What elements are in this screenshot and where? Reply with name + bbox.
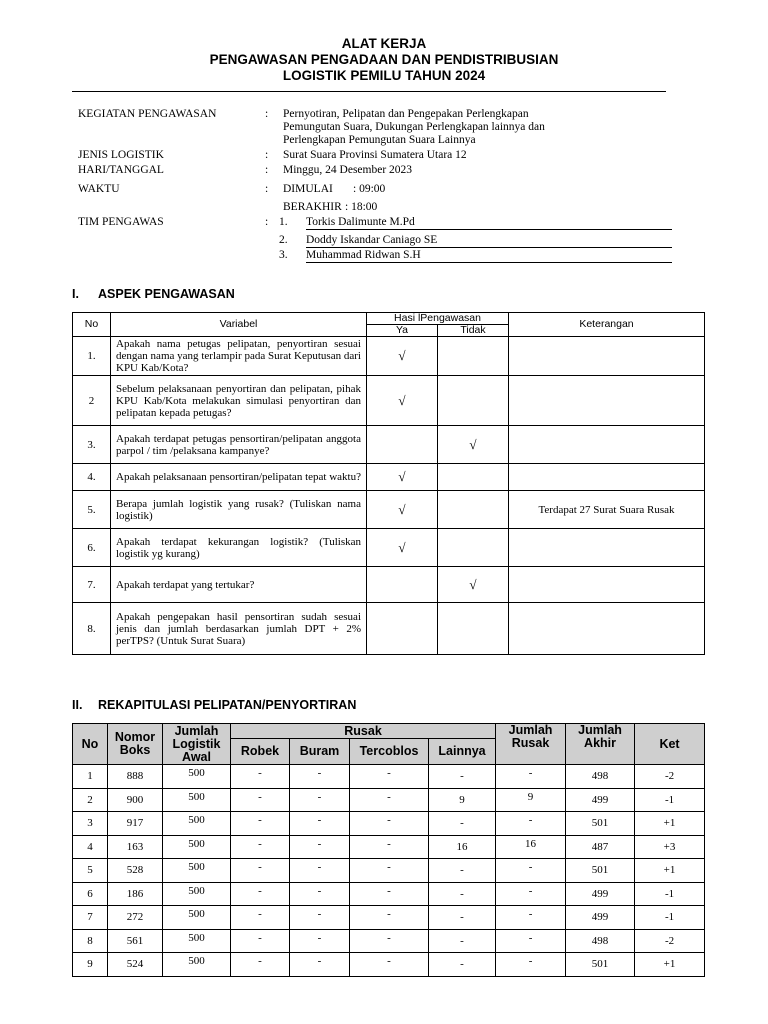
row-variabel: Berapa jumlah logistik yang rusak? (Tuliskan nama logistik) <box>111 491 367 529</box>
cell-akhir: 501 <box>566 812 635 836</box>
aspek-pengawasan-table <box>72 312 705 655</box>
cell-akhir: 498 <box>566 765 635 789</box>
cell-boks: 272 <box>108 906 163 930</box>
cell-no: 6 <box>73 882 108 906</box>
row-tidak <box>438 337 509 376</box>
cell-lainnya: 16 <box>429 835 496 859</box>
berakhir-value: : 18:00 <box>345 201 378 213</box>
tim-member-3: Muhammad Ridwan S.H <box>306 249 672 263</box>
col-jumlah-rusak: Jumlah Rusak <box>496 724 566 765</box>
cell-no: 5 <box>73 859 108 883</box>
row-variabel: Apakah terdapat yang tertukar? <box>111 567 367 603</box>
table-row <box>73 603 705 655</box>
cell-awal: 500 <box>163 812 231 836</box>
row-keterangan <box>509 567 705 603</box>
cell-buram: - <box>290 882 350 906</box>
row-no: 5. <box>73 491 111 529</box>
cell-awal: 500 <box>163 906 231 930</box>
cell-robek: - <box>231 788 290 812</box>
cell-akhir: 499 <box>566 882 635 906</box>
waktu-label: WAKTU <box>78 183 120 195</box>
waktu-colon: : <box>265 183 269 195</box>
section-1-heading: I. ASPEK PENGAWASAN <box>72 287 235 301</box>
row-keterangan <box>509 337 705 376</box>
tim-label: TIM PENGAWAS <box>78 216 164 228</box>
cell-tercoblos: - <box>350 953 429 977</box>
cell-lainnya: - <box>429 859 496 883</box>
doc-title: ALAT KERJA <box>341 36 427 51</box>
cell-akhir: 501 <box>566 953 635 977</box>
cell-akhir: 487 <box>566 835 635 859</box>
row-no: 3. <box>73 426 111 464</box>
row-tidak <box>438 376 509 426</box>
cell-boks: 888 <box>108 765 163 789</box>
table-row <box>73 464 705 491</box>
cell-boks: 186 <box>108 882 163 906</box>
cell-awal: 500 <box>163 788 231 812</box>
table-row <box>73 929 705 953</box>
table-row <box>73 567 705 603</box>
cell-akhir: 501 <box>566 859 635 883</box>
cell-jumlah-rusak: - <box>496 906 566 930</box>
row-tidak: √ <box>438 426 509 464</box>
kegiatan-label: KEGIATAN PENGAWASAN <box>78 108 217 120</box>
row-tidak <box>438 491 509 529</box>
row-no: 1. <box>73 337 111 376</box>
berakhir-label: BERAKHIR <box>283 201 342 213</box>
col-buram: Buram <box>290 739 350 765</box>
doc-subtitle-2: LOGISTIK PEMILU TAHUN 2024 <box>282 68 486 83</box>
kegiatan-value-1: Pernyotiran, Pelipatan dan Pengepakan Perlengkapan <box>283 108 529 120</box>
col-jumlah-akhir: Jumlah Akhir <box>566 724 635 765</box>
cell-lainnya: - <box>429 906 496 930</box>
cell-ket: +3 <box>635 835 705 859</box>
cell-tercoblos: - <box>350 788 429 812</box>
row-keterangan: Terdapat 27 Surat Suara Rusak <box>509 491 705 529</box>
col-variabel: Variabel <box>111 313 367 337</box>
tim-num-1: 1. <box>279 216 288 228</box>
table-row <box>73 765 705 789</box>
col-jumlah-logistik-awal: Jumlah Logistik Awal <box>163 724 231 765</box>
cell-ket: -1 <box>635 906 705 930</box>
cell-awal: 500 <box>163 929 231 953</box>
cell-awal: 500 <box>163 953 231 977</box>
cell-awal: 500 <box>163 835 231 859</box>
row-tidak: √ <box>438 567 509 603</box>
col-hasil: Hasi lPengawasan <box>367 313 509 325</box>
row-tidak <box>438 464 509 491</box>
cell-akhir: 499 <box>566 788 635 812</box>
row-ya: √ <box>367 491 438 529</box>
row-no: 6. <box>73 529 111 567</box>
cell-buram: - <box>290 835 350 859</box>
cell-boks: 917 <box>108 812 163 836</box>
col-lainnya: Lainnya <box>429 739 496 765</box>
cell-jumlah-rusak: - <box>496 812 566 836</box>
row-no: 4. <box>73 464 111 491</box>
kegiatan-value-3: Perlengkapan Pemungutan Suara Lainnya <box>283 134 476 146</box>
cell-no: 7 <box>73 906 108 930</box>
cell-ket: -1 <box>635 882 705 906</box>
cell-tercoblos: - <box>350 765 429 789</box>
table-row <box>73 953 705 977</box>
row-no: 8. <box>73 603 111 655</box>
cell-tercoblos: - <box>350 929 429 953</box>
row-variabel: Apakah pelaksanaan pensortiran/pelipatan tepat waktu? <box>111 464 367 491</box>
cell-tercoblos: - <box>350 812 429 836</box>
table-row <box>73 882 705 906</box>
cell-no: 4 <box>73 835 108 859</box>
hari-value: Minggu, 24 Desember 2023 <box>283 164 413 176</box>
cell-no: 1 <box>73 765 108 789</box>
row-keterangan <box>509 426 705 464</box>
cell-lainnya: 9 <box>429 788 496 812</box>
cell-tercoblos: - <box>350 906 429 930</box>
row-variabel: Apakah terdapat kekurangan logistik? (Tuliskan logistik yg kurang) <box>111 529 367 567</box>
cell-robek: - <box>231 765 290 789</box>
table-row <box>73 859 705 883</box>
cell-jumlah-rusak: - <box>496 882 566 906</box>
table-row <box>73 376 705 426</box>
kegiatan-value-2: Pemungutan Suara, Dukungan Perlengkapan lainnya dan <box>283 121 545 133</box>
cell-buram: - <box>290 929 350 953</box>
cell-robek: - <box>231 953 290 977</box>
cell-buram: - <box>290 859 350 883</box>
tim-member-2: Doddy Iskandar Caniago SE <box>306 234 672 248</box>
hari-label: HARI/TANGGAL <box>78 164 164 176</box>
row-ya <box>367 426 438 464</box>
cell-robek: - <box>231 835 290 859</box>
col-tercoblos: Tercoblos <box>350 739 429 765</box>
cell-lainnya: - <box>429 929 496 953</box>
cell-boks: 900 <box>108 788 163 812</box>
cell-boks: 524 <box>108 953 163 977</box>
cell-jumlah-rusak: - <box>496 953 566 977</box>
row-variabel: Apakah nama petugas pelipatan, penyortiran sesuai dengan nama yang terlampir pada Surat Keputusan dari KPU Kab/Kota? <box>111 337 367 376</box>
col-ya: Ya <box>367 325 438 337</box>
cell-buram: - <box>290 812 350 836</box>
cell-awal: 500 <box>163 859 231 883</box>
row-ya <box>367 567 438 603</box>
cell-robek: - <box>231 929 290 953</box>
cell-robek: - <box>231 812 290 836</box>
cell-awal: 500 <box>163 882 231 906</box>
cell-buram: - <box>290 953 350 977</box>
cell-lainnya: - <box>429 953 496 977</box>
cell-jumlah-rusak: - <box>496 929 566 953</box>
jenis-colon: : <box>265 149 269 161</box>
row-keterangan <box>509 603 705 655</box>
row-keterangan <box>509 376 705 426</box>
cell-no: 3 <box>73 812 108 836</box>
row-keterangan <box>509 529 705 567</box>
cell-lainnya: - <box>429 882 496 906</box>
cell-ket: -2 <box>635 765 705 789</box>
row-ya: √ <box>367 376 438 426</box>
jenis-label: JENIS LOGISTIK <box>78 149 164 161</box>
cell-no: 2 <box>73 788 108 812</box>
cell-jumlah-rusak: - <box>496 859 566 883</box>
doc-subtitle: PENGAWASAN PENGADAAN DAN PENDISTRIBUSIAN <box>209 52 559 67</box>
table-row <box>73 491 705 529</box>
col-rusak: Rusak <box>231 724 496 739</box>
row-tidak <box>438 529 509 567</box>
cell-boks: 561 <box>108 929 163 953</box>
col-tidak: Tidak <box>438 325 509 337</box>
tim-num-2: 2. <box>279 234 288 246</box>
cell-jumlah-rusak: - <box>496 765 566 789</box>
cell-ket: +1 <box>635 812 705 836</box>
table-row <box>73 835 705 859</box>
cell-ket: +1 <box>635 859 705 883</box>
col-no: No <box>73 313 111 337</box>
cell-jumlah-rusak: 16 <box>496 835 566 859</box>
row-variabel: Apakah terdapat petugas pensortiran/pelipatan anggota parpol / tim /pelaksana kampanye? <box>111 426 367 464</box>
cell-buram: - <box>290 788 350 812</box>
cell-boks: 163 <box>108 835 163 859</box>
cell-tercoblos: - <box>350 859 429 883</box>
rekapitulasi-table <box>72 723 705 977</box>
hari-colon: : <box>265 164 269 176</box>
row-keterangan <box>509 464 705 491</box>
cell-tercoblos: - <box>350 835 429 859</box>
row-ya: √ <box>367 529 438 567</box>
cell-ket: -1 <box>635 788 705 812</box>
tim-num-3: 3. <box>279 249 288 261</box>
row-variabel: Sebelum pelaksanaan penyortiran dan pelipatan, pihak KPU Kab/Kota melakukan simulasi penyortiran dan pelipatan kepada petugas? <box>111 376 367 426</box>
tim-member-1: Torkis Dalimunte M.Pd <box>306 216 672 230</box>
col-robek: Robek <box>231 739 290 765</box>
table-row <box>73 788 705 812</box>
cell-no: 8 <box>73 929 108 953</box>
col-nomor-boks: Nomor Boks <box>108 724 163 765</box>
row-ya <box>367 603 438 655</box>
cell-ket: -2 <box>635 929 705 953</box>
col-ket: Ket <box>635 724 705 765</box>
col-keterangan: Keterangan <box>509 313 705 337</box>
row-ya: √ <box>367 464 438 491</box>
jenis-value: Surat Suara Provinsi Sumatera Utara 12 <box>283 149 467 161</box>
table-row <box>73 426 705 464</box>
cell-akhir: 498 <box>566 929 635 953</box>
cell-no: 9 <box>73 953 108 977</box>
dimulai-value: : 09:00 <box>353 183 386 195</box>
cell-tercoblos: - <box>350 882 429 906</box>
table-row <box>73 337 705 376</box>
dimulai-label: DIMULAI <box>283 183 333 195</box>
cell-lainnya: - <box>429 812 496 836</box>
table-row <box>73 812 705 836</box>
cell-buram: - <box>290 765 350 789</box>
cell-jumlah-rusak: 9 <box>496 788 566 812</box>
cell-lainnya: - <box>429 765 496 789</box>
cell-buram: - <box>290 906 350 930</box>
table-row <box>73 529 705 567</box>
cell-robek: - <box>231 859 290 883</box>
row-tidak <box>438 603 509 655</box>
col-no: No <box>73 724 108 765</box>
cell-robek: - <box>231 882 290 906</box>
cell-boks: 528 <box>108 859 163 883</box>
section-2-heading: II. REKAPITULASI PELIPATAN/PENYORTIRAN <box>72 698 357 712</box>
cell-awal: 500 <box>163 765 231 789</box>
tim-colon: : <box>265 216 269 228</box>
row-no: 2 <box>73 376 111 426</box>
row-no: 7. <box>73 567 111 603</box>
header-divider <box>72 91 666 92</box>
cell-robek: - <box>231 906 290 930</box>
row-variabel: Apakah pengepakan hasil pensortiran sudah sesuai jenis dan jumlah berdasarkan jumlah DPT + 2% perTPS? (Untuk Surat Suara) <box>111 603 367 655</box>
cell-akhir: 499 <box>566 906 635 930</box>
cell-ket: +1 <box>635 953 705 977</box>
row-ya: √ <box>367 337 438 376</box>
kegiatan-colon: : <box>265 108 269 120</box>
table-row <box>73 906 705 930</box>
